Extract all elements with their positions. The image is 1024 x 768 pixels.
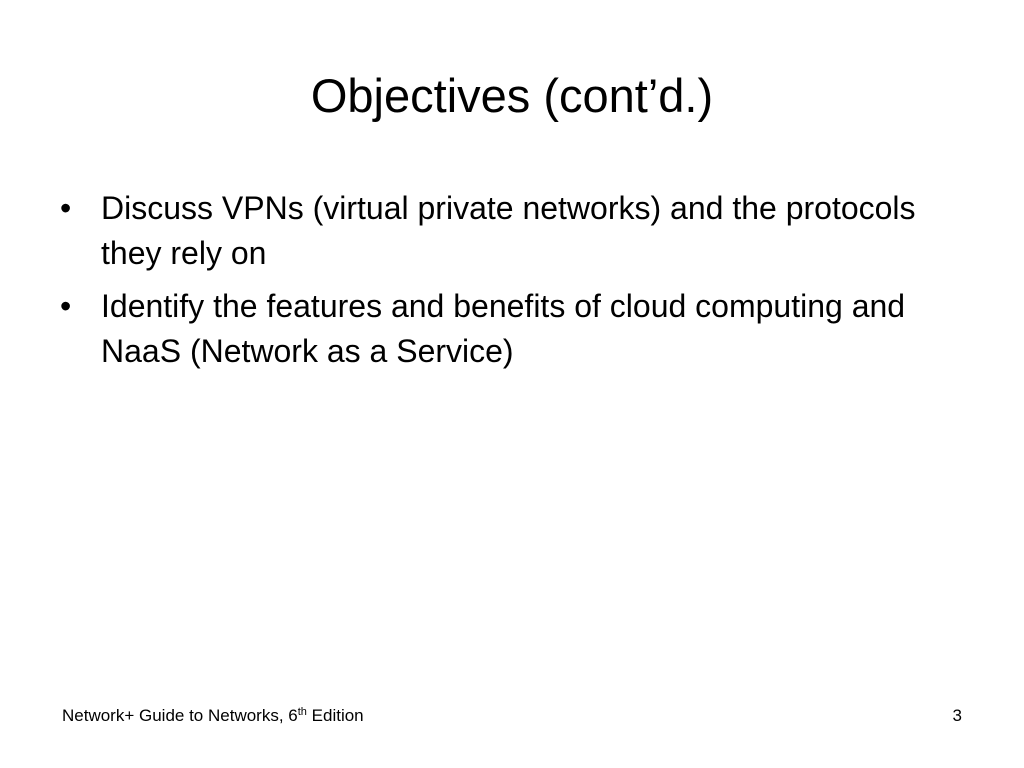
footer-edition-superscript: th <box>297 706 307 718</box>
bullet-item <box>60 186 980 276</box>
bullet-text: Identify the features and benefits of cloud computing and NaaS (Network as a Service) <box>101 288 906 369</box>
footer-book-suffix: Edition <box>306 706 364 725</box>
slide-title: Objectives (cont’d.) <box>310 69 714 122</box>
bullet-text: Discuss VPNs (virtual private networks) and the protocols they rely on <box>101 190 916 271</box>
page-number: 3 <box>952 706 962 725</box>
bullet-list <box>60 186 980 382</box>
footer-book-title <box>62 704 364 728</box>
footer-book-prefix: Network+ Guide to Networks, 6 <box>62 706 298 725</box>
bullet-item <box>60 284 980 374</box>
bullet-icon: • <box>60 190 72 226</box>
bullet-icon: • <box>60 288 72 324</box>
